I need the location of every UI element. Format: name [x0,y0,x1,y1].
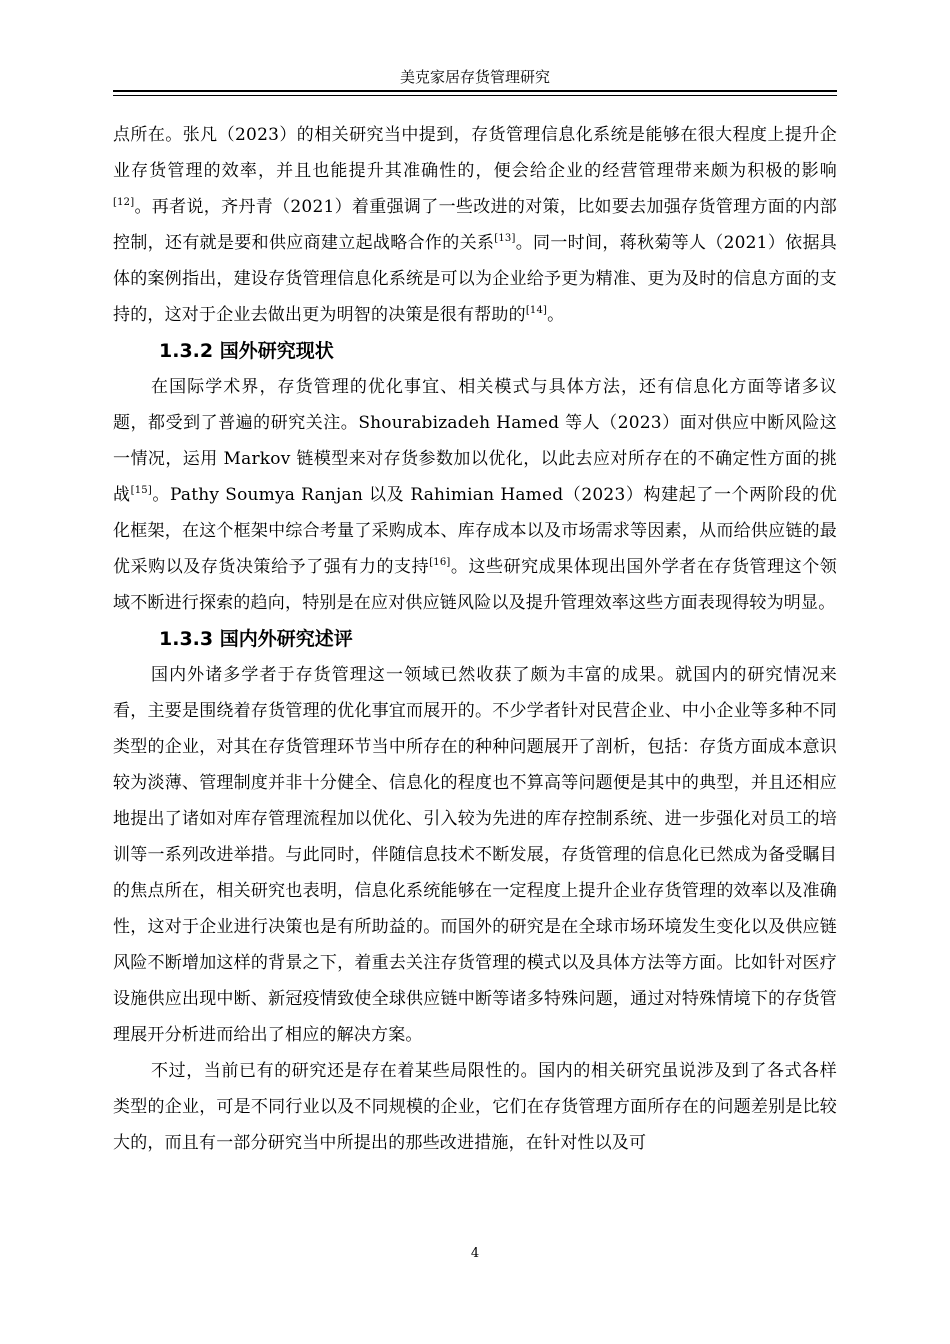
citation: [14] [525,305,548,316]
paragraph: 国内外诸多学者于存货管理这一领域已然收获了颇为丰富的成果。就国内的研究情况来看，主要是围绕着存货管理的优化事宜而展开的。不少学者针对民营企业、中小企业等多种不同类型的企业，对其在存货管理环节当中所存在的种种问题展开了剖析，包括：存货方面成本意识较为淡薄、管理制度并非十分健全、信息化的程度也不算高等问题便是其中的典型，并且还相应地提出了诸如对库存管理流程加以优化、引入较为先进的库存控制系统、进一步强化对员工的培训等一系列改进举措。与此同时，伴随信息技术不断发展，存货管理的信息化已然成为备受瞩目的焦点所在，相关研究也表明，信息化系统能够在一定程度上提升企业存货管理的效率以及准确性，这对于企业进行决策也是有所助益的。而国外的研究是在全球市场环境发生变化以及供应链风险不断增加这样的背景之下，着重去关注存货管理的模式以及具体方法等方面。比如针对医疗设施供应出现中断、新冠疫情致使全球供应链中断等诸多特殊问题，通过对特殊情境下的存货管理展开分析进而给出了相应的解决方案。 [113,665,837,1045]
page-number: 4 [470,1246,480,1261]
section-heading-1-3-3: 1.3.3 国内外研究述评 [159,628,353,650]
header-rule-thin [113,95,837,96]
section-heading-1-3-2: 1.3.2 国外研究现状 [159,340,334,362]
citation: [15] [130,485,152,496]
citation: [12] [113,197,135,208]
citation: [16] [429,557,451,568]
paragraph: 点所在。张凡（2023）的相关研究当中提到，存货管理信息化系统是能够在很大程度上提升企业存货管理的效率，并且也能提升其准确性的，便会给企业的经营管理带来颇为积极的影响[12]。再者说，齐丹青（2021）着重强调了一些改进的对策，比如要去加强存货管理方面的内部控制，还有就是要和供应商建立起战略合作的关系[13]。同一时间，蒋秋菊等人（2021）依据具体的案例指出，建设存货管理信息化系统是可以为企业给予更为精准、更为及时的信息方面的支持的，这对于企业去做出更为明智的决策是很有帮助的[14]。 [113,125,838,325]
paragraph: 在国际学术界，存货管理的优化事宜、相关模式与具体方法，还有信息化方面等诸多议题，都受到了普遍的研究关注。Shourabizadeh Hamed 等人（2023）面对供应中断风险这一情况，运用 Markov 链模型来对存货参数加以优化，以此去应对所存在的不确定性方面的挑战[15]。Pathy Soumya Ranjan 以及 Rahimian Hamed（2023）构建起了一个两阶段的优化框架，在这个框架中综合考量了采购成本、库存成本以及市场需求等因素，从而给供应链的最优采购以及存货决策给予了强有力的支持[16]。这些研究成果体现出国外学者在存货管理这个领域不断进行探索的趋向，特别是在应对供应链风险以及提升管理效率这些方面表现得较为明显。 [113,377,838,613]
paragraph: 不过，当前已有的研究还是存在着某些局限性的。国内的相关研究虽说涉及到了各式各样类型的企业，可是不同行业以及不同规模的企业，它们在存货管理方面所存在的问题差别是比较大的，而且有一部分研究当中所提出的那些改进措施，在针对性以及可 [113,1061,837,1153]
header-rule-thick [113,90,837,92]
citation: [13] [494,233,516,244]
page-body [113,117,837,1161]
running-header: 美克家居存货管理研究 [399,68,550,86]
